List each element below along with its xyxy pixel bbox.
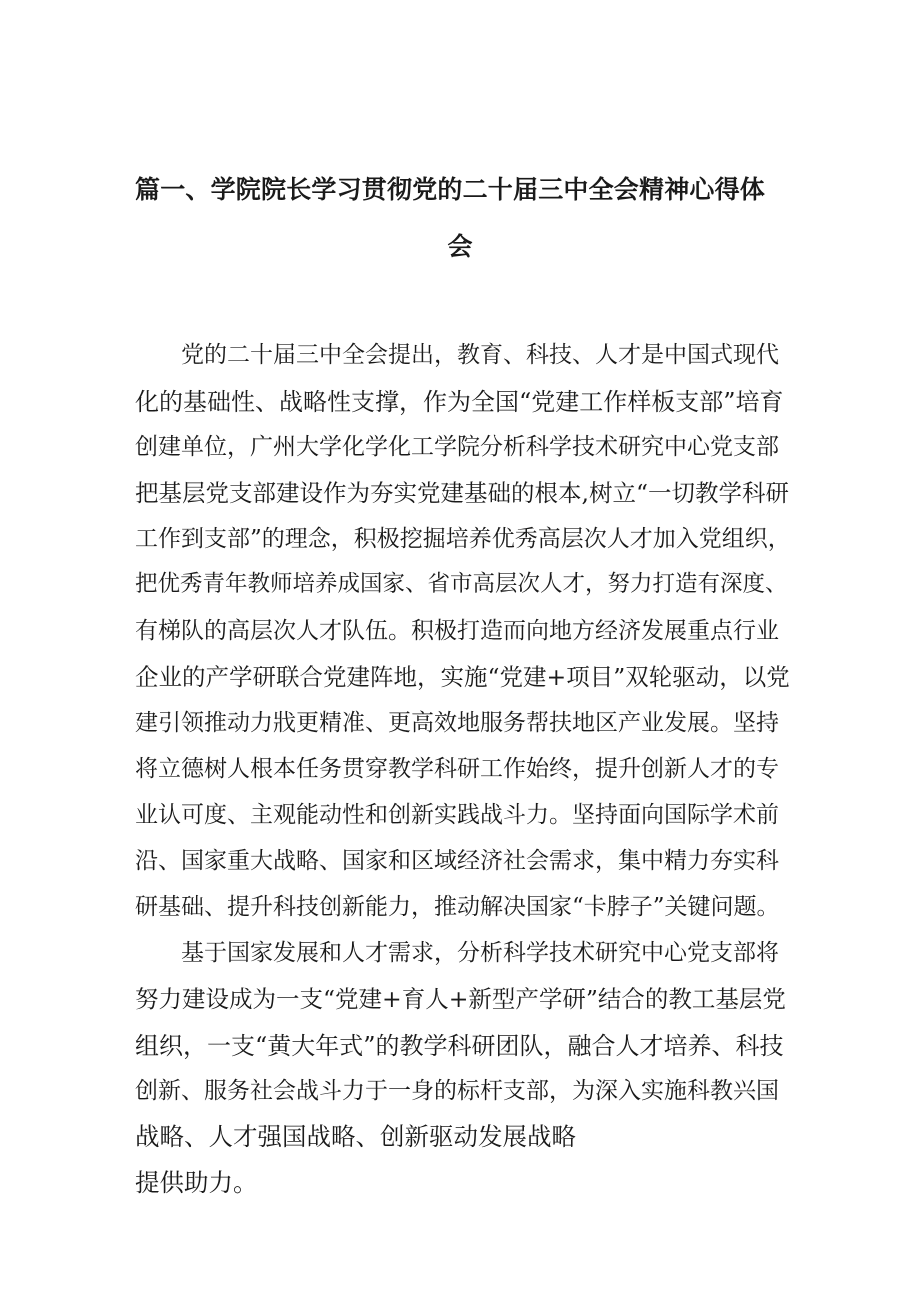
body-line: 创建单位，广州大学化学化工学院分析科学技术研究中心党支部 [135, 434, 779, 460]
body-line: 提供助力。 [135, 1168, 258, 1197]
body-line: 企业的产学研联合党建阵地，实施“党建+项目”双轮驱动，以党 [135, 663, 790, 691]
body-line: 有梯队的高层次人才队伍。积极打造而向地方经济发展重点行业 [135, 618, 779, 644]
body-line: 努力建设成为一支“党建+育人+新型产学研”结合的教工基层党 [135, 985, 786, 1013]
body-line: 创新、服务社会战斗力于一身的标杆支部，为深入实施科教兴国 [135, 1078, 779, 1104]
body-line: 战略、人才强国战略、创新驱动发展战略 [135, 1122, 576, 1151]
body-line: 化的基础性、战略性支撑，作为全国“党建工作样板支部”培育 [135, 388, 784, 416]
body-line: 将立德树人根本任务贯穿教学科研工作始终，提升创新人才的专 [135, 756, 779, 782]
body-line: 基于国家发展和人才需求，分析科学技术研究中心党支部将 [135, 940, 779, 966]
body-line: 研基础、提升科技创新能力，推动解决国家“卡脖子”关键问题。 [135, 894, 780, 920]
article-title: 篇一、学院院长学习贯彻党的二十届三中全会精神心得体 [135, 175, 766, 204]
article-title-continued: 会 [447, 232, 473, 261]
body-line: 建引领推动力戕更精准、更高效地服务帮扶地区产业发展。坚持 [135, 710, 779, 736]
body-line: 业认可度、主观能动性和创新实践战斗力。坚持面向国际学术前 [135, 802, 779, 828]
body-line: 把优秀青年教师培养成国家、省市高层次人才，努力打造有深度、 [135, 571, 788, 597]
body-line: 党的二十届三中全会提出，教育、科技、人才是中国式现代 [135, 342, 779, 368]
body-line: 把基层党支部建设作为夯实党建基础的根本,树立“一切教学科研 [135, 479, 789, 507]
body-line: 组织，一支“黄大年式”的教学科研团队，融合人才培养、科技 [135, 1032, 784, 1060]
body-line: 工作到支部”的理念，积极挖掘培养优秀高层次人才加入党组织， [135, 526, 791, 552]
body-line: 沿、国家重大战略、国家和区域经济社会需求，集中精力夯实科 [135, 848, 779, 874]
